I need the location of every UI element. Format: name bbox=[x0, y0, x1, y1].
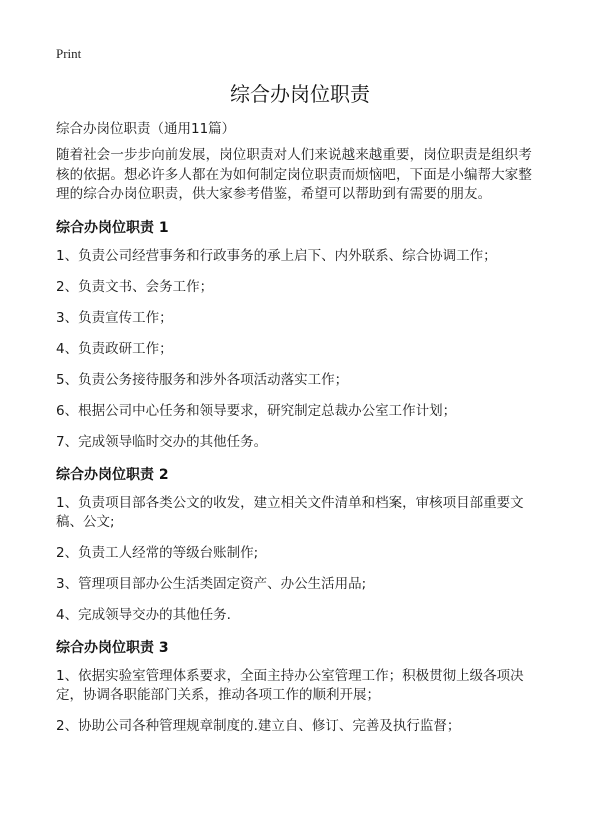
list-item: 1、负责公司经营事务和行政事务的承上启下、内外联系、综合协调工作； bbox=[56, 247, 497, 264]
page-title: 综合办岗位职责 bbox=[230, 82, 370, 106]
section-heading: 综合办岗位职责 1 bbox=[56, 219, 169, 236]
section-heading: 综合办岗位职责 2 bbox=[56, 466, 169, 483]
list-item: 4、完成领导交办的其他任务. bbox=[56, 606, 231, 623]
list-item: 4、负责政研工作； bbox=[56, 340, 173, 357]
list-item: 1、负责项目部各类公文的收发，建立相关文件清单和档案，审核项目部重要文稿、公文; bbox=[56, 494, 524, 530]
section-3 bbox=[56, 637, 544, 736]
document-subtitle: 综合办岗位职责（通用11篇） bbox=[56, 121, 236, 137]
list-item: 6、根据公司中心任务和领导要求，研究制定总裁办公室工作计划； bbox=[56, 402, 457, 419]
section-2 bbox=[56, 464, 544, 625]
list-item: 5、负责公务接待服务和涉外各项活动落实工作； bbox=[56, 371, 349, 388]
section-heading: 综合办岗位职责 3 bbox=[56, 639, 169, 656]
list-item: 3、管理项目部办公生活类固定资产、办公生活用品; bbox=[56, 575, 367, 592]
list-item: 2、负责工人经常的等级台账制作; bbox=[56, 544, 259, 561]
print-link[interactable]: Print bbox=[56, 46, 82, 61]
list-item: 2、协助公司各种管理规章制度的.建立自、修订、完善及执行监督； bbox=[56, 717, 461, 734]
list-item: 1、依据实验室管理体系要求，全面主持办公室管理工作；积极贯彻上级各项决定，协调各职能部门关系，推动各项工作的顺利开展； bbox=[56, 667, 524, 703]
list-item: 7、完成领导临时交办的其他任务。 bbox=[56, 433, 268, 450]
list-item: 2、负责文书、会务工作； bbox=[56, 278, 214, 295]
document-body bbox=[56, 118, 544, 748]
list-item: 3、负责宣传工作； bbox=[56, 309, 173, 326]
section-1 bbox=[56, 217, 544, 452]
intro-paragraph: 随着社会一步步向前发展，岗位职责对人们来说越来越重要，岗位职责是组织考核的依据。想必许多人都在为如何制定岗位职责而烦恼吧，下面是小编帮大家整理的综合办岗位职责，供大家参考借鉴，希望可以帮助到有需要的朋友。 bbox=[56, 147, 532, 202]
